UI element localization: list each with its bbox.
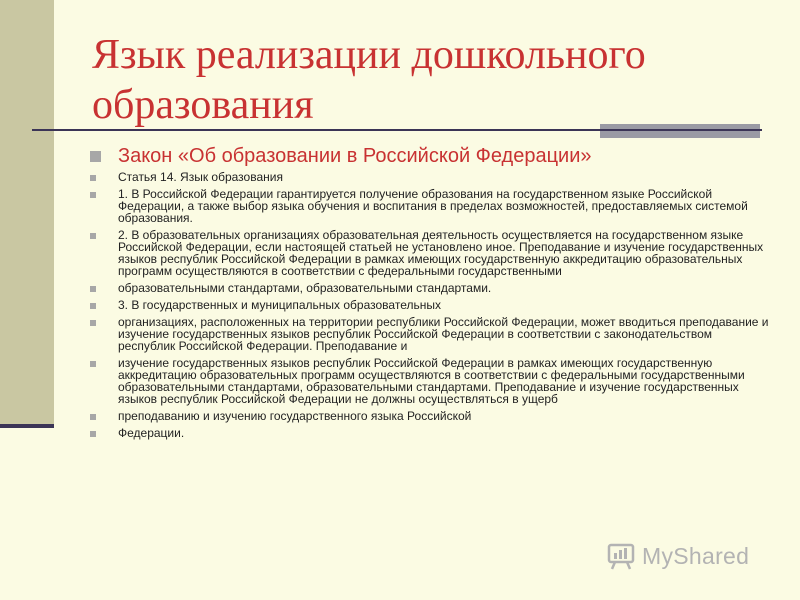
list-item xyxy=(90,299,770,311)
square-bullet-icon xyxy=(90,414,96,420)
list-item-text: 3. В государственных и муниципальных образовательных xyxy=(118,298,441,312)
square-bullet-icon xyxy=(90,192,96,198)
list-item-text: 1. В Российской Федерации гарантируется получение образования на государственном языке Российской Федерации, а также выбор языка обучения и воспитания в пределах возможностей, предоставляемых системой образования. xyxy=(118,187,748,225)
myshared-logo-icon xyxy=(606,541,636,571)
square-bullet-icon xyxy=(90,431,96,437)
list-item-text: изучение государственных языков республик Российской Федерации в рамках имеющих государственную аккредитацию образовательных программ осуществляются в соответствии с федеральными государственными образовательными стандартами, образовательными стандартами. Преподавание и изучение государственных языков республик Российской Федерации не должны осуществляться в ущерб xyxy=(118,356,745,406)
square-bullet-icon xyxy=(90,286,96,292)
slide-title: Язык реализации дошкольного образования xyxy=(92,32,646,128)
square-bullet-icon xyxy=(90,361,96,367)
list-item xyxy=(90,282,770,294)
left-bar-edge xyxy=(0,424,54,428)
list-item xyxy=(90,410,770,422)
divider-accent-block xyxy=(600,124,760,138)
square-bullet-icon xyxy=(90,233,96,239)
list-item-text: преподаванию и изучению государственного языка Российской xyxy=(118,409,472,423)
square-bullet-icon xyxy=(90,151,101,162)
list-item-text: 2. В образовательных организациях образовательная деятельность осуществляется на государственном языке Российской Федерации, если настоящей статьей не установлено иное. Преподавание и изучение государственных языков республик Российской Федерации в рамках имеющих государственную аккредитацию образовательных программ осуществляются в соответствии с федеральными государственными xyxy=(118,228,764,278)
law-heading: Закон «Об образовании в Российской Федерации» xyxy=(118,145,592,167)
list-item-text: Федерации. xyxy=(118,426,185,440)
slide-content xyxy=(90,140,770,444)
square-bullet-icon xyxy=(90,320,96,326)
main-bullet-item xyxy=(90,143,770,169)
left-decorative-bar xyxy=(0,0,54,424)
watermark-text: MyShared xyxy=(642,542,750,569)
list-item-text: Статья 14. Язык образования xyxy=(118,170,283,184)
list-item xyxy=(90,316,770,352)
list-item-text: организациях, расположенных на территории республики Российской Федерации, может вводиться преподавание и изучение государственных языков республик Российской Федерации в соответствии с законодательством республик Российской Федерации. Преподавание и xyxy=(118,315,769,353)
list-item xyxy=(90,188,770,224)
list-item-text: образовательными стандартами, образовательными стандартами. xyxy=(118,281,492,295)
list-item xyxy=(90,171,770,183)
square-bullet-icon xyxy=(90,175,96,181)
list-item xyxy=(90,427,770,439)
square-bullet-icon xyxy=(90,303,96,309)
list-item xyxy=(90,229,770,277)
list-item xyxy=(90,357,770,405)
myshared-watermark xyxy=(606,540,766,572)
